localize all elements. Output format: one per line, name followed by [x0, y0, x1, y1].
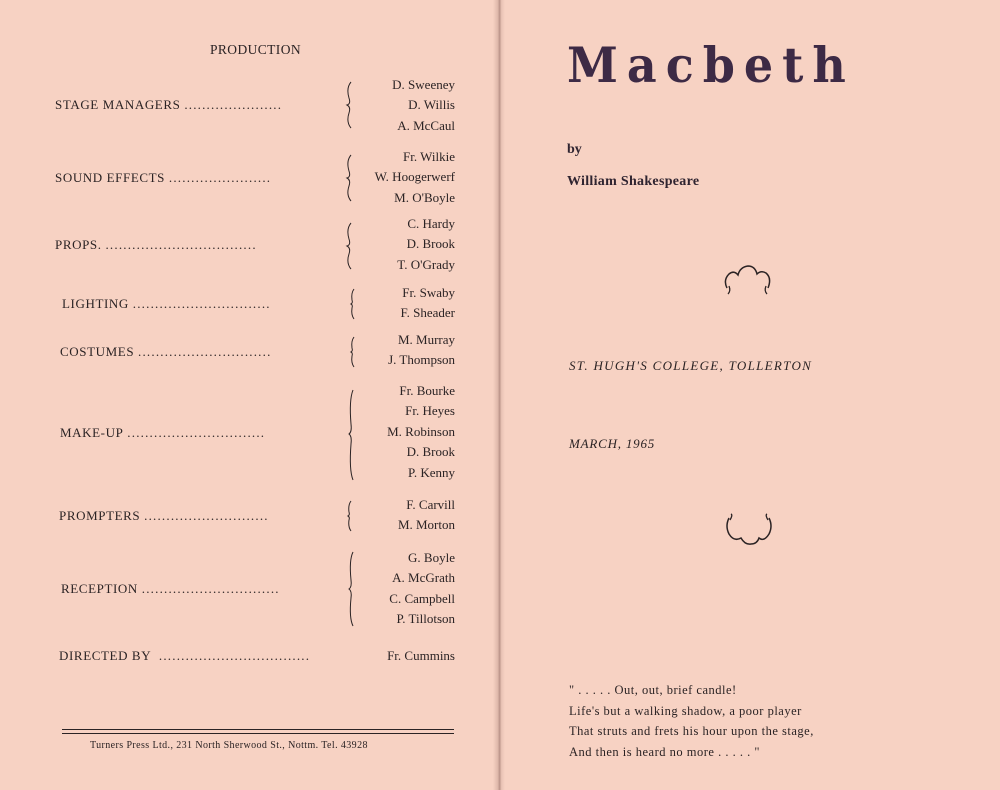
crew-name: C. Hardy	[407, 216, 455, 231]
crew-name: M. Murray	[397, 332, 455, 347]
ornament-bottom-icon	[721, 512, 777, 553]
date-text: MARCH, 1965	[569, 436, 656, 451]
section-names-reception	[345, 548, 455, 630]
leader-dots: ............................	[144, 508, 269, 523]
section-label-costumes	[60, 344, 342, 360]
section-label-text: STAGE MANAGERS	[55, 97, 181, 112]
crew-name: Fr. Bourke	[399, 383, 455, 398]
section-label-text: MAKE-UP	[60, 425, 124, 440]
section-names-lighting	[345, 283, 455, 324]
crew-name: P. Tillotson	[396, 611, 455, 627]
crew-name: D. Sweeney	[392, 77, 455, 92]
section-label-text: LIGHTING	[62, 296, 129, 311]
section-label-prompters	[59, 508, 341, 524]
section-label-text: COSTUMES	[60, 344, 135, 359]
crew-name: J. Thompson	[388, 352, 455, 368]
crew-name: M. Morton	[397, 517, 455, 533]
leader-dots: ..................................	[105, 237, 257, 252]
quote-line: Life's but a walking shadow, a poor player	[569, 703, 802, 718]
crew-name: Fr. Heyes	[405, 403, 455, 419]
crew-name: D. Willis	[408, 97, 455, 113]
ornament-top-icon	[721, 262, 777, 303]
crew-name: T. O'Grady	[397, 256, 455, 272]
quote-line: That struts and frets his hour upon the stage,	[569, 724, 814, 738]
leader-dots: ...............................	[132, 296, 271, 311]
section-label-text: PROMPTERS	[59, 508, 141, 523]
crew-name: F. Sheader	[400, 305, 455, 321]
crew-name: Fr. Wilkie	[403, 149, 455, 164]
crew-name: Fr. Cummins	[387, 648, 455, 663]
crew-name: D. Brook	[406, 444, 455, 460]
quote-line: " . . . . . Out, out, brief candle!	[569, 683, 737, 697]
page-fold	[493, 0, 505, 790]
director-name	[345, 646, 455, 666]
section-label-make-up	[60, 425, 342, 441]
printer-credit: Turners Press Ltd., 231 North Sherwood St., Nottm. Tel. 43928	[90, 740, 368, 751]
section-label-reception	[61, 581, 343, 597]
play-title: Macbeth	[567, 36, 855, 94]
section-label-lighting	[62, 296, 344, 312]
quote-line: And then is heard no more . . . . . "	[569, 744, 760, 759]
crew-name: A. McGrath	[392, 570, 455, 586]
crew-name: M. O'Boyle	[394, 189, 455, 205]
crew-name: Fr. Swaby	[402, 285, 455, 300]
quotation	[569, 680, 814, 762]
leader-dots: ......................	[184, 97, 283, 112]
section-label-props	[55, 237, 337, 253]
section-label-sound-effects	[55, 170, 337, 186]
section-label-text: SOUND EFFECTS	[55, 170, 166, 185]
by-line: by	[567, 142, 582, 157]
crew-name: C. Campbell	[389, 590, 455, 606]
crew-name: A. McCaul	[397, 117, 455, 133]
leader-dots: ...............................	[127, 425, 266, 440]
footer-rule	[62, 733, 454, 734]
directed-by-label	[59, 648, 379, 664]
crew-name: D. Brook	[406, 236, 455, 252]
right-page	[505, 0, 1000, 790]
section-names-make-up	[345, 381, 455, 483]
section-names-prompters	[345, 495, 455, 536]
left-page	[0, 0, 495, 790]
leader-dots: ..............................	[138, 344, 272, 359]
section-label-text: PROPS.	[55, 237, 102, 252]
section-names-props	[345, 214, 455, 275]
crew-name: F. Carvill	[406, 497, 455, 512]
section-names-costumes	[345, 330, 455, 371]
leader-dots: ..................................	[158, 648, 311, 663]
crew-name: P. Kenny	[408, 464, 455, 480]
crew-name: M. Robinson	[387, 423, 455, 439]
leader-dots: ...............................	[141, 581, 280, 596]
production-heading: PRODUCTION	[210, 42, 302, 57]
venue-text: ST. HUGH'S COLLEGE, TOLLERTON	[569, 358, 813, 373]
footer-rule	[62, 729, 454, 730]
section-names-sound-effects	[345, 147, 455, 208]
crew-name: G. Boyle	[408, 550, 455, 565]
section-names-stage-managers	[345, 75, 455, 136]
author-name: William Shakespeare	[567, 174, 700, 189]
crew-name: W. Hoogerwerf	[374, 169, 455, 185]
section-label-text: RECEPTION	[61, 581, 138, 596]
leader-dots: .......................	[168, 170, 272, 185]
section-label-text: DIRECTED BY	[59, 648, 152, 663]
section-label-stage-managers	[55, 97, 337, 113]
